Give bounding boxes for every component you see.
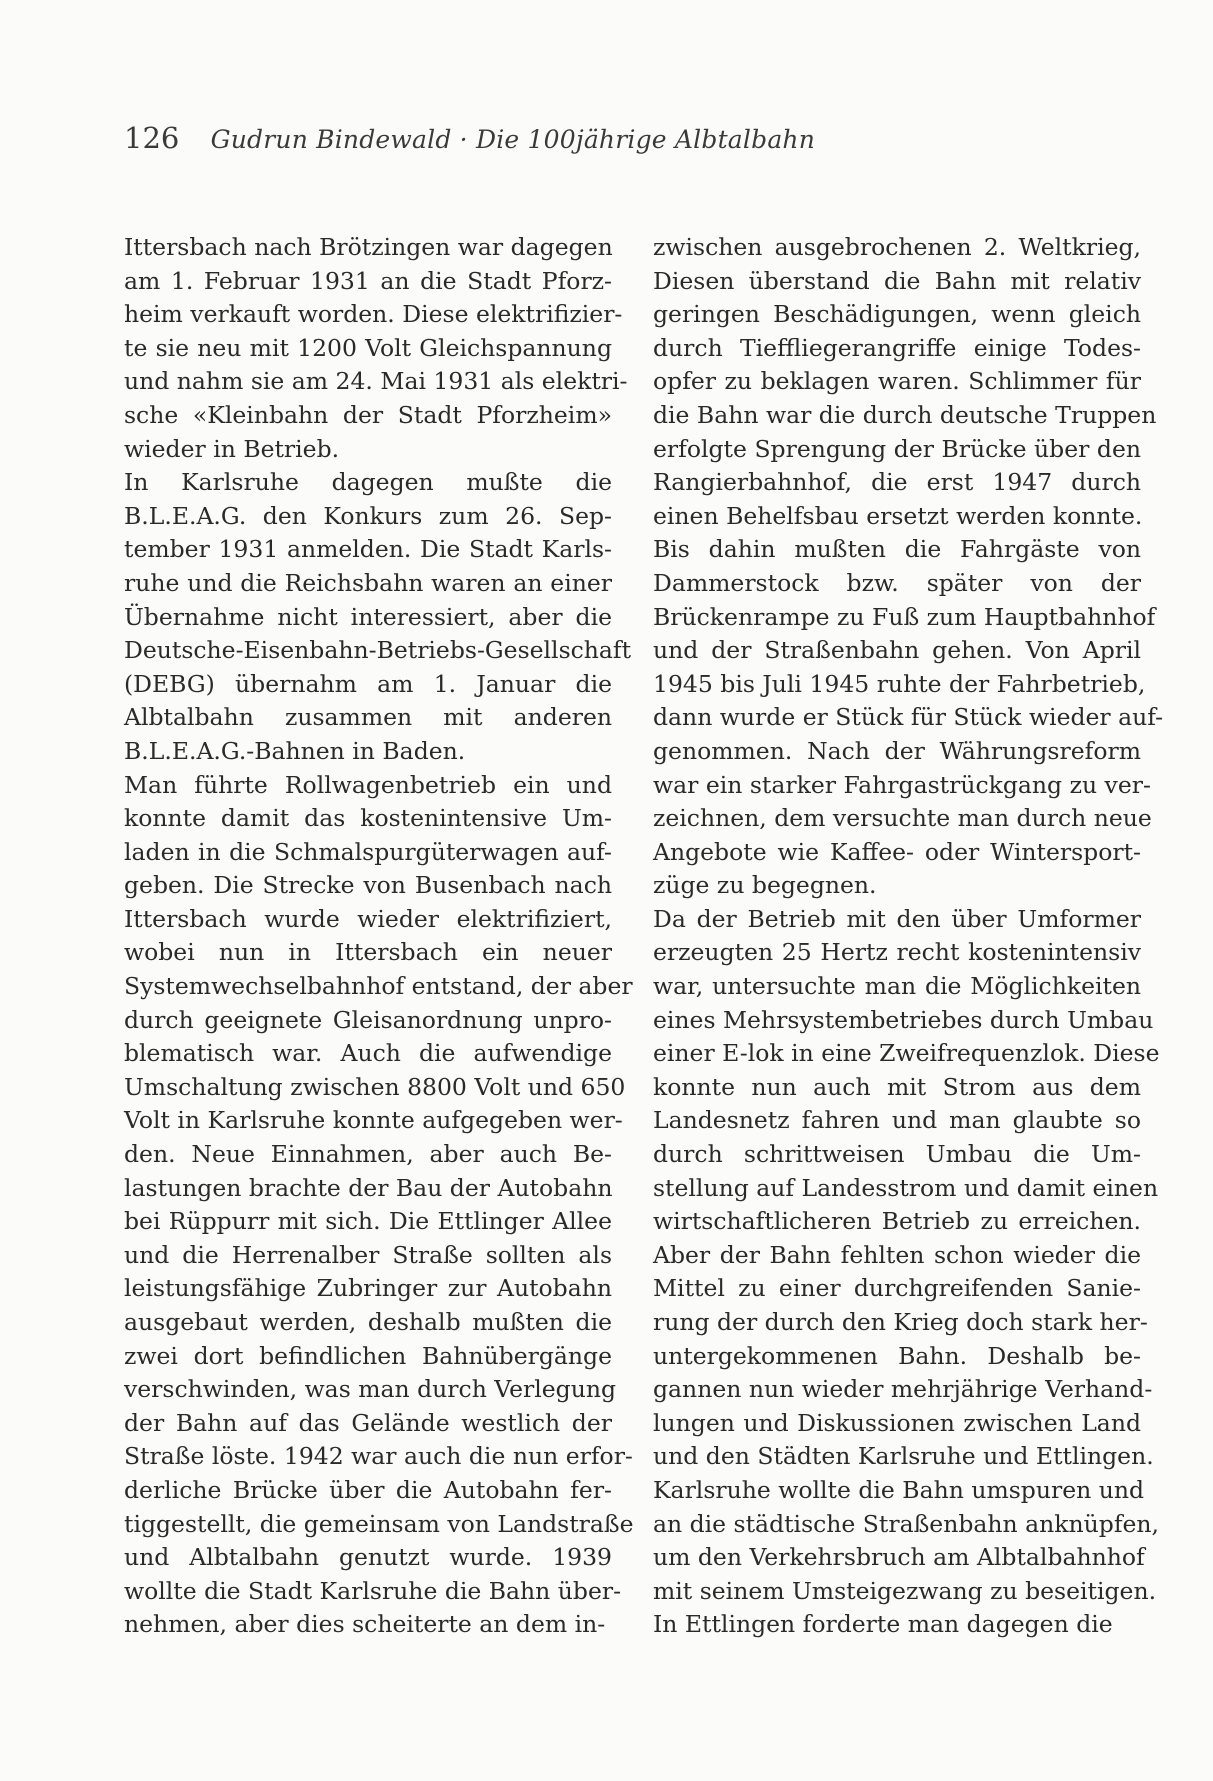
text-line: und Albtalbahn genutzt wurde. 1939 [124,1543,612,1572]
text-line: Aber der Bahn fehlten schon wieder die [653,1240,1141,1269]
text-line: war ein starker Fahrgastrückgang zu ver- [653,770,1151,799]
text-line: durch geeignete Gleisanordnung unpro- [124,1005,612,1034]
page-number: 126 [124,121,180,155]
text-line: Landesnetz fahren und man glaubte so [653,1106,1141,1135]
text-line: der Bahn auf das Gelände westlich der [124,1408,612,1437]
text-line: ruhe und die Reichsbahn waren an einer [124,568,612,597]
text-line: geben. Die Strecke von Busenbach nach [124,871,612,900]
text-line: konnte damit das kostenintensive Um- [124,804,612,833]
text-line: derliche Brücke über die Autobahn fer- [124,1475,612,1504]
text-line: B.L.E.A.G. den Konkurs zum 26. Sep- [124,501,612,530]
text-line: dann wurde er Stück für Stück wieder auf- [653,703,1164,732]
text-line: Dammerstock bzw. später von der [653,568,1141,597]
text-line: lungen und Diskussionen zwischen Land [653,1408,1141,1437]
text-line: nehmen, aber dies scheiterte an dem in- [124,1610,606,1639]
text-line: den. Neue Einnahmen, aber auch Be- [124,1140,612,1169]
text-line: um den Verkehrsbruch am Albtalbahnhof [653,1543,1145,1572]
text-line: züge zu begegnen. [653,871,877,900]
text-line: erzeugten 25 Hertz recht kostenintensiv [653,938,1141,967]
page-header [124,118,815,160]
text-line: geringen Beschädigungen, wenn gleich [653,300,1141,329]
text-line: verschwinden, was man durch Verlegung [124,1375,617,1404]
text-line: (DEBG) übernahm am 1. Januar die [124,669,612,698]
text-line: zeichnen, dem versuchte man durch neue [653,804,1152,833]
text-line: konnte nun auch mit Strom aus dem [653,1072,1141,1101]
text-line: ausgebaut werden, deshalb mußten die [124,1308,612,1336]
text-line: Albtalbahn zusammen mit anderen [124,703,612,732]
text-line: und nahm sie am 24. Mai 1931 als elektri- [124,367,628,396]
text-line: lastungen brachte der Bau der Autobahn [124,1173,613,1202]
text-line: und die Herrenalber Straße sollten als [124,1240,612,1269]
text-line: genommen. Nach der Währungsreform [653,736,1141,765]
text-line: laden in die Schmalspurgüterwagen auf- [124,837,612,866]
text-line: Systemwechselbahnhof entstand, der aber [124,972,633,1001]
text-line: mit seinem Umsteigezwang zu beseitigen. [653,1576,1157,1605]
text-line: einen Behelfsbau ersetzt werden konnte. [653,501,1143,530]
text-line: Mittel zu einer durchgreifenden Sanie- [653,1274,1141,1303]
text-line: wobei nun in Ittersbach ein neuer [124,938,612,967]
text-line: 1945 bis Juli 1945 ruhte der Fahrbetrieb, [653,669,1146,698]
text-line: te sie neu mit 1200 Volt Gleichspannung [124,333,612,362]
text-line: B.L.E.A.G.-Bahnen in Baden. [124,736,466,765]
text-line: stellung auf Landesstrom und damit einen [653,1173,1159,1202]
text-line: die Bahn war die durch deutsche Truppen [653,400,1157,429]
text-line: In Ettlingen forderte man dagegen die [653,1610,1113,1639]
text-line: heim verkauft worden. Diese elektrifizier- [124,300,623,329]
running-title: Gudrun Bindewald · Die 100jährige Albtalbahn [210,125,816,154]
text-line: am 1. Februar 1931 an die Stadt Pforz- [124,266,612,295]
text-line: Volt in Karlsruhe konnte aufgegeben wer- [124,1106,623,1135]
text-line: Ittersbach nach Brötzingen war dagegen [124,233,613,261]
text-line: Brückenrampe zu Fuß zum Hauptbahnhof [653,602,1156,631]
text-line: untergekommenen Bahn. Deshalb be- [653,1341,1141,1370]
text-line: Diesen überstand die Bahn mit relativ [653,266,1141,295]
text-line: Ittersbach wurde wieder elektrifiziert, [124,904,612,933]
text-line: Umschaltung zwischen 8800 Volt und 650 [124,1072,626,1101]
text-line: bei Rüppurr mit sich. Die Ettlinger Allee [124,1207,612,1236]
text-line: Angebote wie Kaffee- oder Wintersport- [653,837,1141,866]
text-line: rung der durch den Krieg doch stark her- [653,1308,1148,1336]
text-line: zwischen ausgebrochenen 2. Weltkrieg, [653,233,1141,261]
right-text-column [653,231,1164,1642]
left-text-column [124,231,634,1642]
text-line: Man führte Rollwagenbetrieb ein und [124,770,612,799]
text-line: war, untersuchte man die Möglichkeiten [653,972,1141,1001]
text-line: wirtschaftlicheren Betrieb zu erreichen. [653,1207,1141,1236]
text-line: tember 1931 anmelden. Die Stadt Karls- [124,535,612,564]
text-line: einer E-lok in eine Zweifrequenzlok. Diese [653,1039,1160,1068]
text-line: sche «Kleinbahn der Stadt Pforzheim» [124,400,612,429]
text-line: wieder in Betrieb. [124,434,340,463]
text-line: Rangierbahnhof, die erst 1947 durch [653,468,1141,497]
text-line: Karlsruhe wollte die Bahn umspuren und [653,1475,1145,1504]
text-line: und den Städten Karlsruhe und Ettlingen. [653,1442,1154,1471]
text-line: leistungsfähige Zubringer zur Autobahn [124,1274,612,1303]
text-line: und der Straßenbahn gehen. Von April [653,636,1141,665]
text-line: Straße löste. 1942 war auch die nun erfor- [124,1442,633,1471]
text-line: tiggestellt, die gemeinsam von Landstraße [124,1509,634,1538]
text-line: eines Mehrsystembetriebes durch Umbau [653,1005,1154,1034]
text-line: Übernahme nicht interessiert, aber die [124,602,612,631]
text-line: Da der Betrieb mit den über Umformer [653,904,1141,933]
text-line: an die städtische Straßenbahn anknüpfen, [653,1509,1160,1538]
text-line: durch schrittweisen Umbau die Um- [653,1140,1141,1169]
text-line: gannen nun wieder mehrjährige Verhand- [653,1375,1153,1404]
text-line: wollte die Stadt Karlsruhe die Bahn über- [124,1576,622,1605]
text-line: zwei dort befindlichen Bahnübergänge [124,1341,612,1370]
text-line: In Karlsruhe dagegen mußte die [124,468,612,497]
text-line: erfolgte Sprengung der Brücke über den [653,434,1141,463]
text-line: durch Tieffliegerangriffe einige Todes- [653,333,1141,362]
text-line: opfer zu beklagen waren. Schlimmer für [653,367,1141,396]
text-line: Bis dahin mußten die Fahrgäste von [653,535,1141,564]
text-line: Deutsche-Eisenbahn-Betriebs-Gesellschaft [124,636,632,665]
text-line: blematisch war. Auch die aufwendige [124,1039,612,1068]
